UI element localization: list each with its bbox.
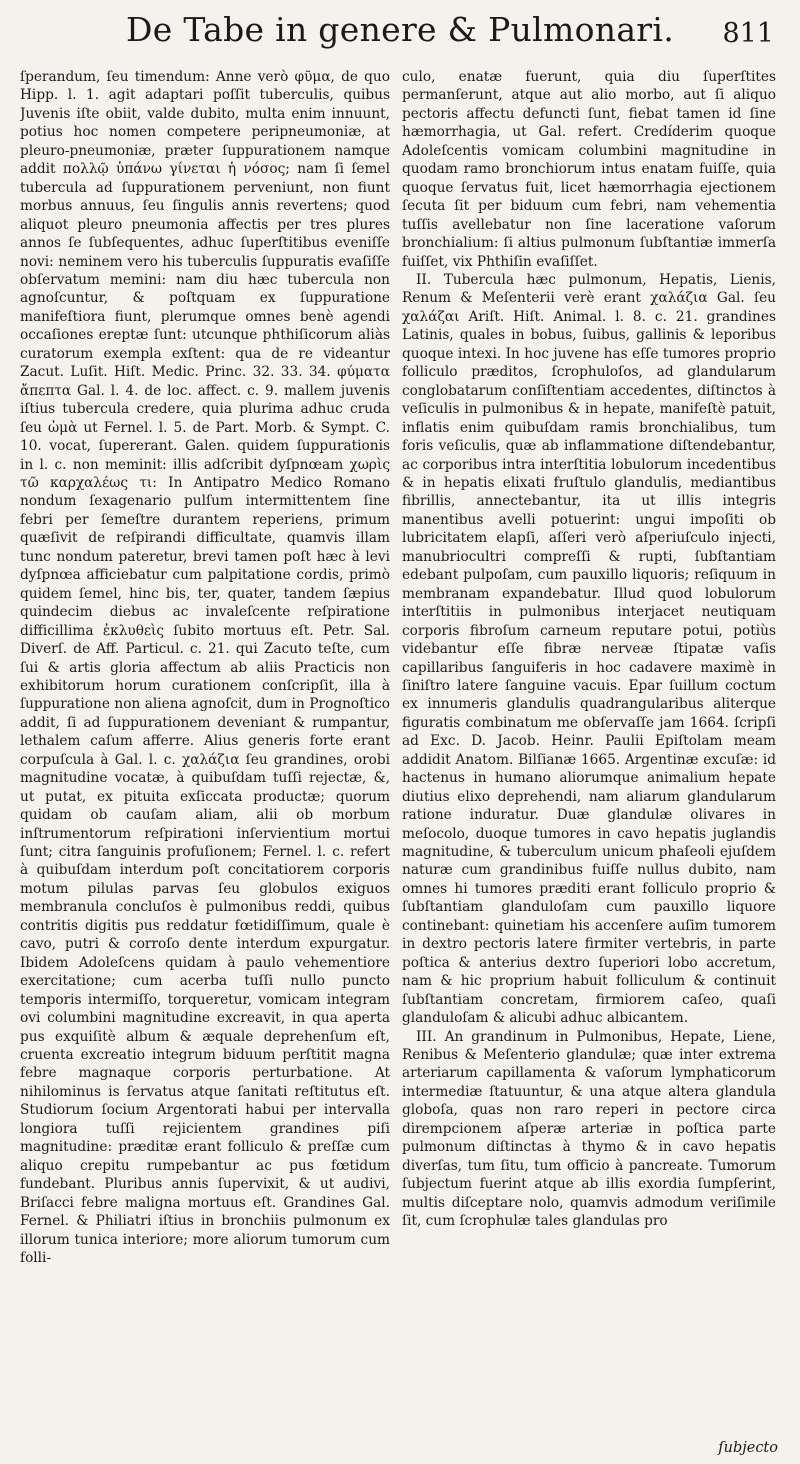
running-header <box>0 6 800 68</box>
page-number: 811 <box>722 18 774 49</box>
paragraph: ſperandum, ſeu timendum: Anne verò φῦμα, de quo Hipp. l. 1. agit adaptari poſſit tuberculis, quibus Juvenis iſte obiit, valde dubito, multa enim innuunt, potius hoc nomen competere peripneumoniæ, at pleuro-pneumoniæ, præter ſuppurationem namque addit πολλῷ ὑπάνω γίνεται ἡ νόσος; nam ſi ſemel tubercula ad ſuppurationem perveniunt, non fiunt morbus annuus, ſeu ſingulis annis revertens; quod aliquot pleuro pneumonia affectis per tres plures annos ſe ſubſequentes, adhuc ſuperſtitibus eveniſſe novi: neminem vero his tuberculis ſuppuratis evaſiſſe obſervatum memini: nam diu hæc tubercula non agnoſcuntur, & poſtquam ex ſuppuratione manifeſtiora fiunt, plerumque omnes benè agendi occaſiones ereptæ ſunt: utcunque phthiſicorum aliàs curatorum exempla exſtent: qua de re videantur Zacut. Luſit. Hiſt. Medic. Princ. 32. 33. 34. φύματα ἄπεπτα Gal. l. 4. de loc. affect. c. 9. mallem juvenis iſtius tubercula credere, quia plurima adhuc cruda ſeu ὠμὰ ut Fernel. l. 5. de Part. Morb. & Sympt. C. 10. vocat, ſupererant. Galen. quidem ſuppurationis in l. c. non meminit: illis adſcribit dyſpnœam χωρὶς τῶ καρχαλέως τι: In Antipatro Medico Romano nondum ſexagenario pulſum intermittentem ſine febri per ſemeſtre durantem reperiens, primum quæſivit de reſpirandi difficultate, quamvis illam tunc nondum pateretur, brevi tamen poſt hæc à levi dyſpnœa afficiebatur cum palpitatione cordis, primò quidem ſemel, hinc bis, ter, quater, tandem ſæpius quindecim diebus ac invaleſcente reſpiratione difficillima ἐκλυθεὶς ſubito mortuus eſt. Petr. Sal. Diverſ. de Aff. Particul. c. 21. qui Zacuto teſte, cum ſui & artis gloria affectum ab aliis Practicis non exhibitorum horum curationem conſcripſit, illa à ſuppuratione non aliena agnoſcit, dum in Prognoſtico addit, ſi ad ſuppurationem deveniant & rumpantur, lethalem caſum afferre. Alius generis forte erant corpuſcula à Gal. l. c. χαλάζια ſeu grandines, orobi magnitudine vocatæ, à quibuſdam tuſſi rejectæ, &, ut putat, ex pituita exſiccata productæ; quorum quidam ob cauſam aliam, alii ob morbum inſtrumentorum reſpirationi inſervientium mortui ſunt; citra ſanguinis profuſionem; Fernel. l. c. refert à quibuſdam interdum poſt concitatiorem corporis motum pilulas parvas ſeu globulos exiguos membranula concluſos è pulmonibus reddi, quibus contritis digitis pus reddatur fœtidiſſimum, quale è cavo, putri & corroſo dente interdum expurgatur. Ibidem Adoleſcens quidam à paulo vehementiore exercitatione; cum acerba tuſſi nullo puncto temporis intermiſſo, torqueretur, vomicam integram ovi columbini magnitudine excreavit, in qua aperta pus exquiſitè album & æquale deprehenſum eſt, cruenta excreatio integrum biduum perſtitit magna febre magnaque corporis perturbatione. At nihilominus is ſervatus atque ſanitati reſtitutus eſt. Studiorum ſocium Argentorati habui per intervalla longiora tuſſi rejicientem grandines piſi magnitudine: præditæ erant folliculo & preſſæ cum aliquo crepitu rumpebantur ac pus fœtidum fundebant. Pluribus annis ſupervixit, & ut audivi, Briſacci febre maligna mortuus eſt. Grandines Gal. Fernel. & Philiatri iſtius in bronchiis pulmonum ex illorum tunica interiore; more aliorum tumorum cum folli- <box>20 69 390 1266</box>
paragraph: III. An grandinum in Pulmonibus, Hepate, Liene, Renibus & Meſenterio glandulæ; quæ inter extrema arteriarum capillamenta & vaſorum lymphaticorum intermediæ ſtatuuntur, & una atque altera glandula globoſa, quas non raro reperi in pectore circa dirempcionem aſperæ arteriæ in poſtica parte pulmonum diſtinctas à thymo & in cavo hepatis diverſas, tum ſitu, tum officio à pancreate. Tumorum ſubjectum fuerint atque ab illis exordia ſumpſerint, multis diſceptare nolo, quamvis admodum veriſimile ſit, cum ſcrophulæ tales glandulas pro <box>402 1028 776 1230</box>
catchword: ſubjecto <box>718 1440 778 1456</box>
left-column <box>20 68 390 1442</box>
page-title: De Tabe in genere & Pulmonari. <box>125 10 675 49</box>
paragraph: II. Tubercula hæc pulmonum, Hepatis, Lienis, Renum & Meſenterii verè erant χαλάζια Gal. ſeu χαλάζαι Ariſt. Hiſt. Animal. l. 8. c. 21. grandines Latinis, quales in bobus, ſuibus, gallinis & leporibus quoque intexi. In hoc juvene has eſſe tumores proprio folliculo præditos, ſcrophuloſos, ad glandularum conglobatarum conſiſtentiam accedentes, diſtinctos à veſiculis in pulmonibus & in hepate, manifeſtè patuit, inflatis enim quibuſdam ramis bronchialibus, tum foris veſiculis, quæ ab inflammatione diſtendebantur, ac corporibus intra interſtitia lobulorum incedentibus & in hepatis elixati fruſtulo glandulis, mediantibus fibrillis, annectebantur, ita ut illis integris manentibus avelli potuerint: ungui impoſiti ob lubricitatem elapſi, aſſeri verò aſperiuſculo injecti, manubriocultri compreſſi & rupti, ſubſtantiam edebant pulpoſam, cum pauxillo liquoris; reſiquum in membranam expandebatur. Illud quod lobulorum interſtitiis in pulmonibus interjacet neutiquam corporis fibroſum carneum reputare potui, potiùs videbantur eſſe fibræ nerveæ ſtipatæ vaſis capillaribus ſanguiferis in hoc cadavere maximè in ſiniſtro latere ſanguine vacuis. Epar ſuillum coctum ex innumeris glandulis quadrangularibus aliterque figuratis combinatum me obſervaſſe jam 1664. ſcripſi ad Exc. D. Jacob. Heinr. Paulii Epiſtolam meam addidit Anatom. Bilſianæ 1665. Argentinæ excuſæ: id hactenus in humano aliorumque animalium hepate diutius elixo deprehendi, nam aliarum glandularum ratione induratur. Duæ glandulæ olivares in meſocolo, duoque tumores in cavo hepatis juglandis magnitudine, & tuberculum unicum phaſeoli ejuſdem naturæ cum grandinibus fuiſſe nullus dubito, nam omnes hi tumores præditi erant folliculo proprio & ſubſtantiam glanduloſam cum pauxillo liquore continebant: quinetiam his accenſere auſim tumorem in dextro pectoris latere firmiter vertebris, in parte poſtica & anterius dextro ſuperiori lobo accretum, nam & hic proprium habuit folliculum & continuit ſubſtantiam concretam, firmiorem caſeo, quaſi glanduloſam & alicubi adhuc albicantem. <box>402 271 776 1027</box>
right-column <box>402 68 776 1442</box>
paragraph: culo, enatæ fuerunt, quia diu ſuperſtites permanſerunt, atque aut alio morbo, aut ſi aliquo pectoris affectu defuncti ſunt, fiebat tamen id ſine hæmorrhagia, ut Gal. refert. Credíderim quoque Adoleſcentis vomicam columbini magnitudine in quodam ramo bronchiorum intus enatam fuiſſe, quia quoque ſervatus fuit, licet hæmorrhagia ejectionem ſecuta ſit per biduum cum febri, nam vehementia tuſſis avellebatur non ſine laceratione vaſorum bronchialium: ſi altius pulmonum ſubſtantiæ immerſa fuiſſet, vix Phthiſin evaſiſſet. <box>402 69 776 270</box>
